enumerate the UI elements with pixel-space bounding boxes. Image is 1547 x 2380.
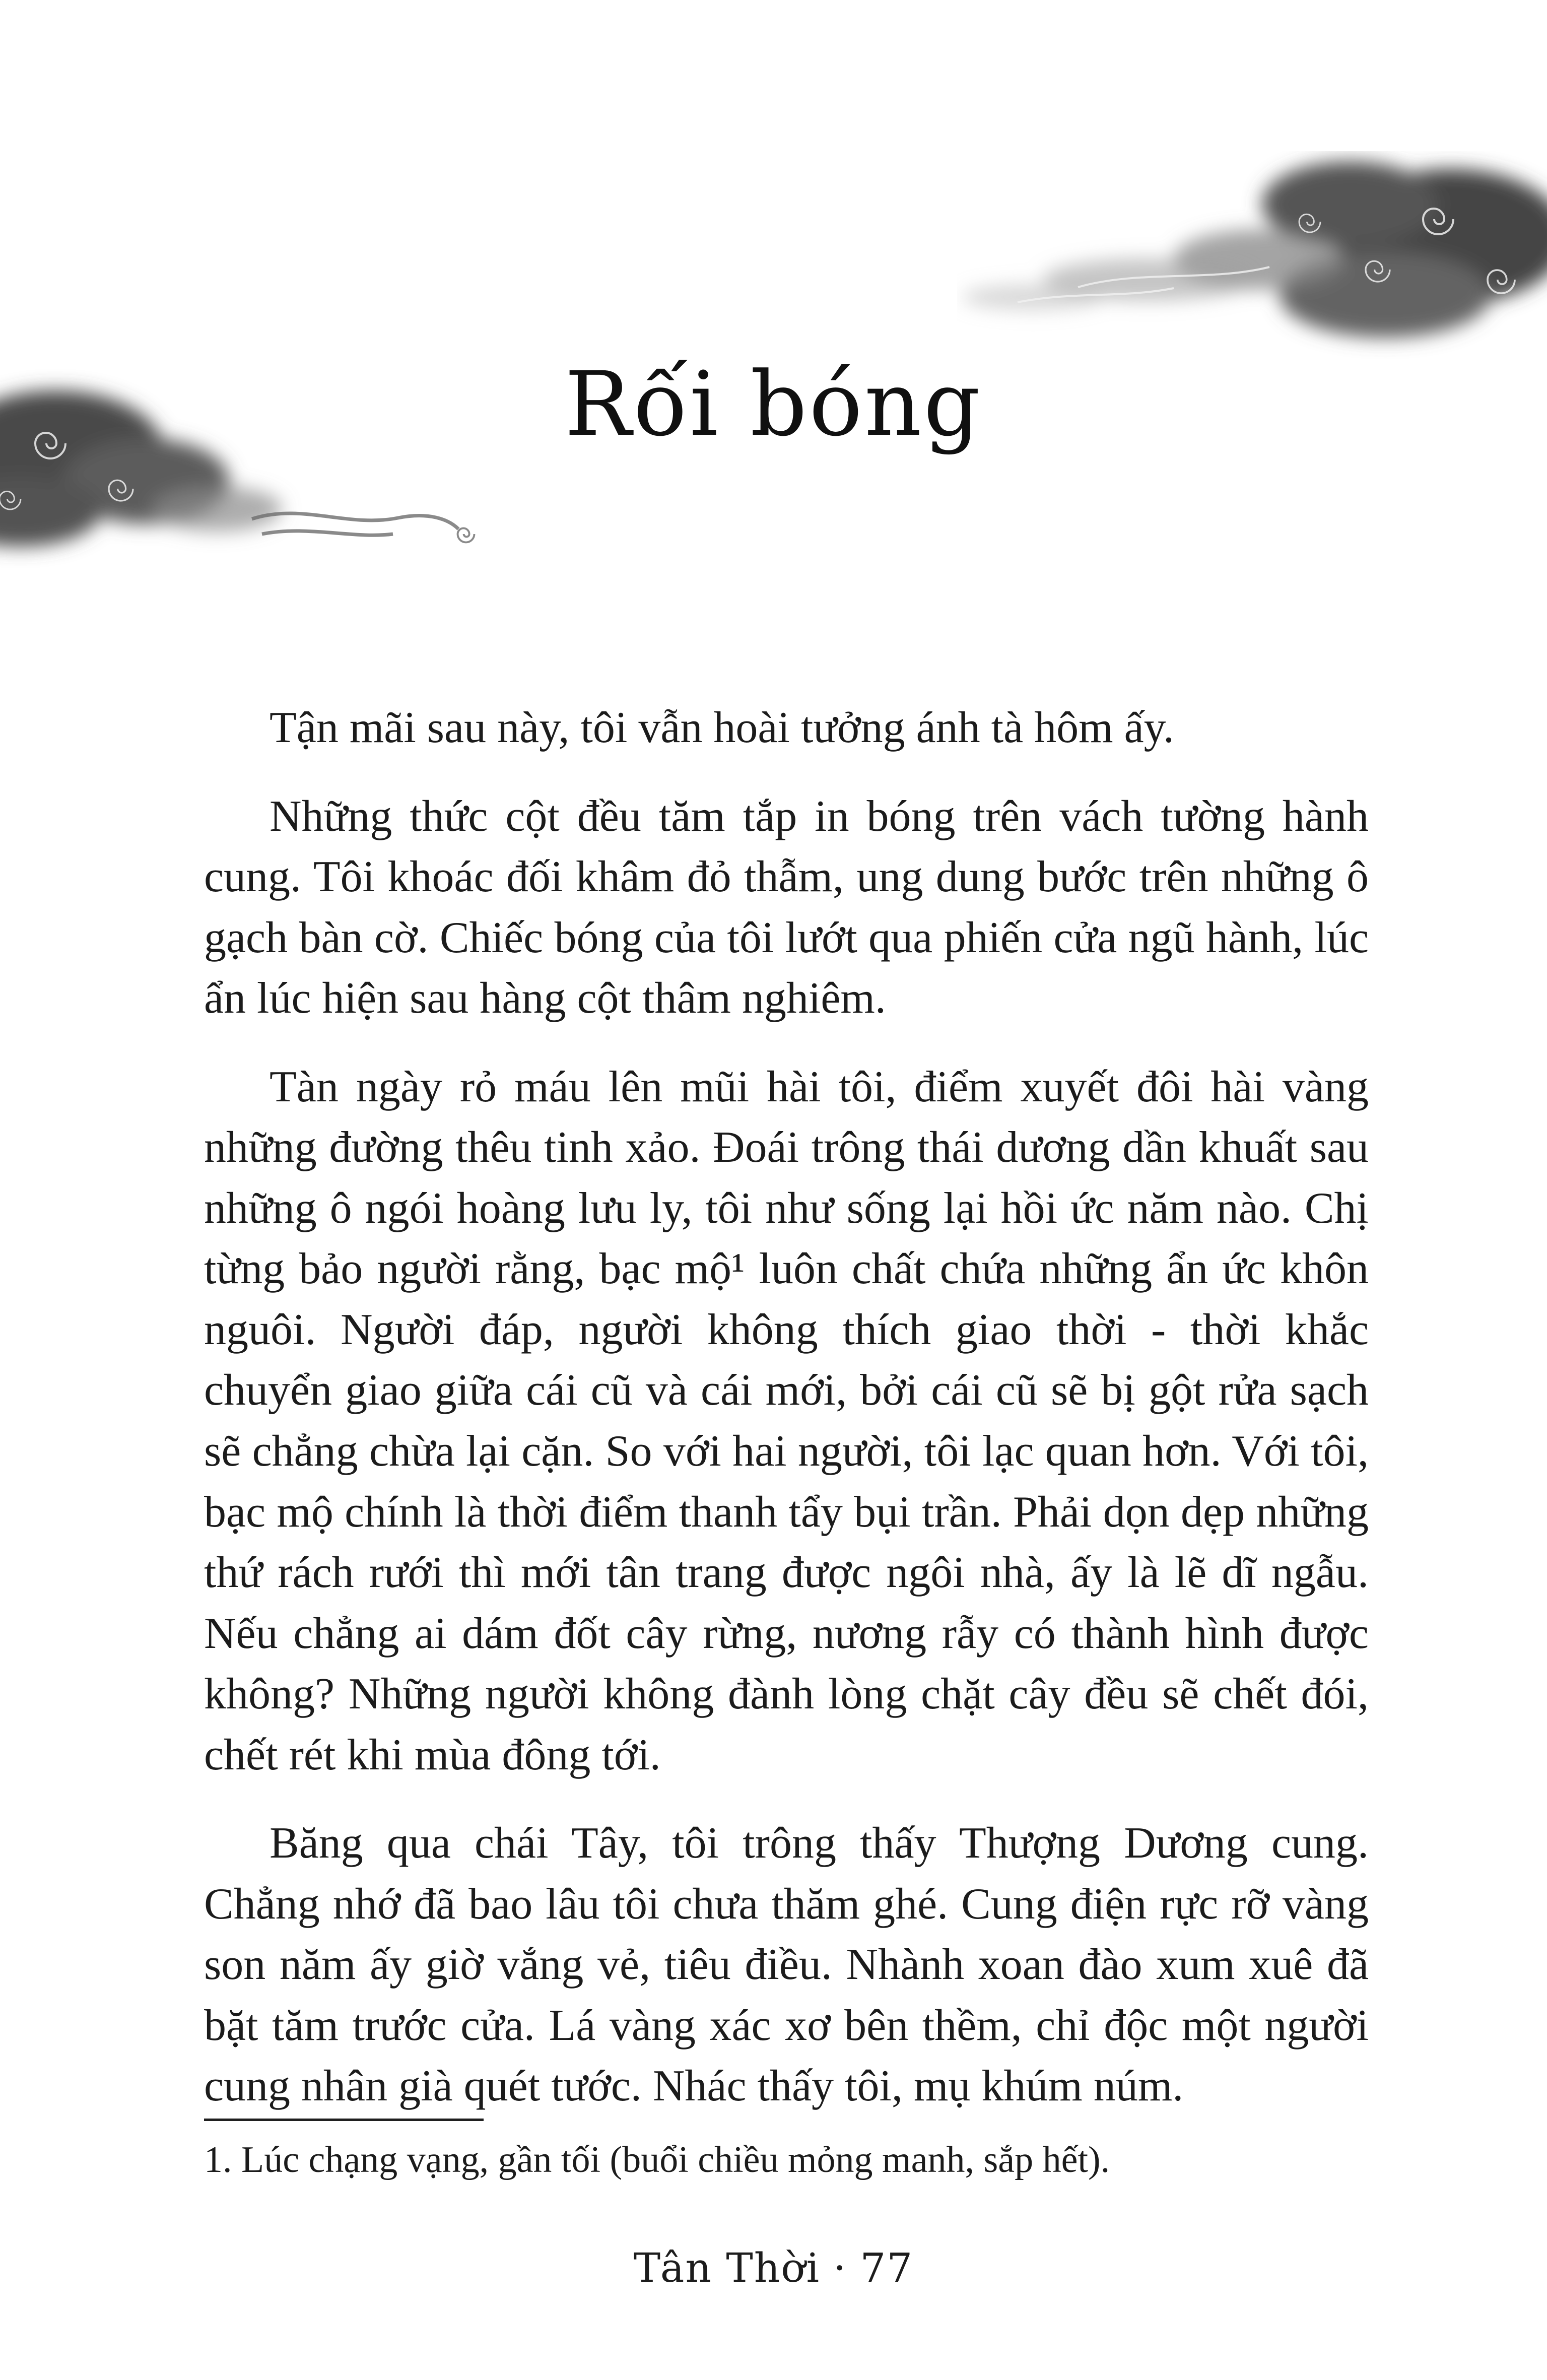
footer-book-title: Tân Thời <box>633 2244 821 2291</box>
body-text <box>204 698 1369 2145</box>
ink-cloud-icon <box>957 151 1547 368</box>
chapter-title: Rối bóng <box>564 353 983 456</box>
footnote-text: 1. Lúc chạng vạng, gần tối (buổi chiều mỏng manh, sắp hết). <box>204 2139 1110 2180</box>
cloud-illustration-top-right <box>957 151 1547 368</box>
paragraph-4: Băng qua chái Tây, tôi trông thấy Thượng Dương cung. Chẳng nhớ đã bao lâu tôi chưa thăm ghé. Cung điện rực rỡ vàng son năm ấy giờ vắng vẻ, tiêu điều. Nhành xoan đào xum xuê đã bặt tăm trước cửa. Lá vàng xác xơ bên thềm, chỉ độc một người cung nhân già quét tước. Nhác thấy tôi, mụ khúm núm. <box>204 1819 1369 2111</box>
footnote-area <box>204 2119 1369 2186</box>
footer-separator: · <box>833 2244 847 2291</box>
paragraph-2: Những thức cột đều tăm tắp in bóng trên vách tường hành cung. Tôi khoác đối khâm đỏ thẫm, ung dung bước trên những ô gạch bàn cờ. Chiếc bóng của tôi lướt qua phiến cửa ngũ hành, lúc ẩn lúc hiện sau hàng cột thâm nghiêm. <box>204 791 1369 1023</box>
paragraph-1: Tận mãi sau này, tôi vẫn hoài tưởng ánh tà hôm ấy. <box>270 703 1174 752</box>
footer-page-number: 77 <box>860 2244 914 2291</box>
paragraph-3: Tàn ngày rỏ máu lên mũi hài tôi, điểm xuyết đôi hài vàng những đường thêu tinh xảo. Đoái trông thái dương dần khuất sau những ô ngói hoàng lưu ly, tôi như sống lại hồi ức năm nào. Chị từng bảo người rằng, bạc mộ¹ luôn chất chứa những ẩn ức khôn nguôi. Người đáp, người không thích giao thời - thời khắc chuyển giao giữa cái cũ và cái mới, bởi cái cũ sẽ bị gột rửa sạch sẽ chẳng chừa lại cặn. So với hai người, tôi lạc quan hơn. Với tôi, bạc mộ chính là thời điểm thanh tẩy bụi trần. Phải dọn dẹp những thứ rách rưới thì mới tân trang được ngôi nhà, ấy là lẽ dĩ ngẫu. Nếu chẳng ai dám đốt cây rừng, nương rẫy có thành hình được không? Những người không đành lòng chặt cây đều sẽ chết đói, chết rét khi mùa đông tới. <box>204 1062 1369 1779</box>
running-footer <box>0 2244 1547 2291</box>
footnote-divider <box>204 2119 484 2121</box>
